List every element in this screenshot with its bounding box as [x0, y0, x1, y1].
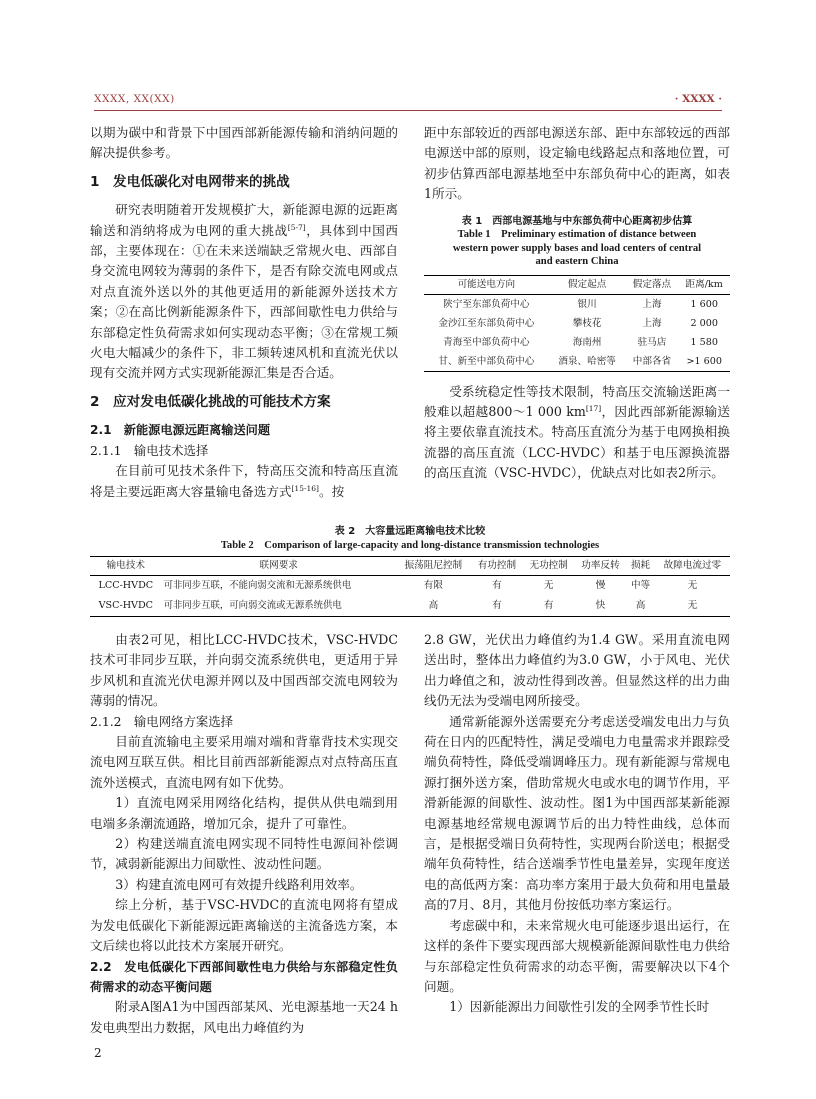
table-header: 假定起点 [549, 275, 626, 294]
table-header: 功率反转 [575, 557, 627, 576]
intro-paragraph: 以期为碳中和背景下中国西部新能源传输和消纳问题的解决提供参考。 [90, 125, 398, 161]
section-2-1-1-paragraph: 在目前可见技术条件下，特高压交流和特高压直流将是主要远距离大容量输电备选方式[15-16]。按 [90, 463, 398, 499]
section-2-1-heading: 2.1 新能源电源远距离输送问题 [90, 423, 271, 438]
table-header: 无功控制 [523, 557, 575, 576]
table-1-caption: 表 1 西部电源基地与中东部负荷中心距离初步估算 Table 1 Preliminary estimation of distance between western power supply bases and load centers of central and eastern China [452, 215, 702, 268]
citation: [17] [585, 403, 602, 413]
table-header: 振荡阻尼控制 [396, 557, 471, 576]
section-1-heading: 1 发电低碳化对电网带来的挑战 [90, 173, 290, 190]
left-paragraph: 目前直流输电主要采用端对端和背靠背技术实现交流电网互联互供。相比目前西部新能源点对点特高压直流外送模式，直流电网有如下优势。 [90, 734, 398, 790]
section-2-2-heading: 2.2 发电低碳化下西部间歇性电力供给与东部稳定性负荷需求的动态平衡问题 [90, 959, 398, 994]
left-paragraph: 由表2可见，相比LCC-HVDC技术，VSC-HVDC技术可非同步互联，并向弱交流系统供电，更适用于异步风机和直流光伏电源并网以及中国西部交流电网较为薄弱的情况。 [90, 632, 398, 709]
left-column-top [90, 123, 398, 502]
table-header: 输电技术 [90, 557, 162, 576]
table-row: 金沙江至东部负荷中心 攀枝花 上海 2 000 [438, 317, 718, 329]
table-2-block [90, 525, 730, 617]
table-header: 损耗 [626, 557, 654, 576]
right-paragraph: 2.8 GW，光伏出力峰值约为1.4 GW。采用直流电网送出时，整体出力峰值约为3.0 GW，小于风电、光伏出力峰值之和，波动性得到改善。但显然这样的出力曲线仍无法为受端电网所接受。 [424, 632, 730, 709]
section-2-1-2-heading: 2.1.2 输电网络方案选择 [90, 713, 234, 729]
section-2-heading: 2 应对发电低碳化挑战的可能技术方案 [90, 393, 331, 410]
right-paragraph: 通常新能源外送需要充分考虑送受端发电出力与负荷在日内的匹配特性，满足受端电力电量需求并跟踪受端负荷特性，降低受端调峰压力。现有新能源与常规电源打捆外送方案，借助常规火电或水电的调节作用，平滑新能源的间歇性、波动性。图1为中国西部某新能源电源基地经常规电源调节后的出力特性曲线，总体而言，是根据受端日负荷特性，实现两台阶送电；根据受端年负荷特性，结合送端季节性电量差异，实现年度送电的高低两方案：高功率方案用于最大负荷和用电量最高的7月、8月，其他月份按低功率方案运行。 [424, 713, 730, 913]
table-row: 陕宁至东部负荷中心 银川 上海 1 600 [443, 298, 718, 310]
journal-name: · XXXX · [674, 93, 722, 105]
right-paragraph: 考虑碳中和，未来常规火电可能逐步退出运行，在这样的条件下要实现西部大规模新能源间歇性电力供给与东部稳定性负荷需求的动态平衡，需要解决以下4个问题。 [424, 917, 730, 994]
table-row: LCC-HVDC 可非同步互联，不能向弱交流和无源系统供电 有限 有 无 慢 中等 无 [98, 580, 698, 591]
right-column-bottom [424, 630, 730, 1018]
section-1-paragraph: 研究表明随着开发规模扩大，新能源电源的远距离输送和消纳将成为电网的重大挑战[5-7]，具体到中国西部，主要体现在：①在未来送端缺乏常规火电、西部自身交流电网较为薄弱的条件下，是否有除交流电网或点对点直流外送以外的其他更适用的新能源外送技术方案；②在高比例新能源条件下，西部间歇性电力供给与东部稳定性负荷需求如何实现动态平衡；③在常规工频火电大幅减少的条件下，非工频转速风机和直流光伏以现有交流并网方式实现新能源汇集是否合适。 [90, 202, 399, 381]
running-header [94, 93, 722, 107]
left-column-bottom [90, 630, 398, 1038]
left-paragraph: 附录A图A1为中国西部某风、光电源基地一天24 h发电典型出力数据，风电出力峰值约为 [90, 999, 398, 1035]
table-header: 故障电流过零 [655, 557, 730, 576]
table-header: 可能送电方向 [424, 275, 549, 294]
table-row: 青海至中部负荷中心 海南州 驻马店 1 580 [443, 336, 718, 348]
list-item: 3）构建直流电网可有效提升线路利用效率。 [115, 876, 363, 892]
table-header: 联网要求 [162, 557, 396, 576]
list-item: 1）直流电网采用网络化结构，提供从供电端到用电端多条潮流通路，增加冗余，提升了可靠性。 [90, 795, 398, 831]
table-header: 假定落点 [626, 275, 679, 294]
right-column-top [424, 123, 730, 484]
table-2 [90, 556, 730, 617]
table-2-caption: 表 2 大容量远距离输电技术比较 Table 2 Comparison of large-capacity and long-distance transmission technologies [220, 526, 600, 551]
list-item: 2）构建送端直流电网实现不同特性电源间补偿调节，减弱新能源出力间歇性、波动性问题。 [90, 836, 398, 872]
left-paragraph: 综上分析，基于VSC-HVDC的直流电网将有望成为发电低碳化下新能源远距离输送的主流备选方案，本文后续也将以此技术方案展开研究。 [90, 897, 398, 954]
table-1 [424, 275, 730, 372]
citation: [5-7] [287, 222, 306, 232]
header-rule [94, 110, 722, 111]
journal-info: XXXX, XX(XX) [94, 93, 175, 105]
page-number: 2 [94, 1046, 102, 1060]
table-header: 距离/km [678, 275, 730, 294]
citation: [15-16] [291, 483, 319, 493]
right-paragraph-1: 距中东部较近的西部电源送东部、距中东部较远的西部电源送中部的原则，设定输电线路起点和落地位置，可初步估算西部电源基地至中东部负荷中心的距离，如表1所示。 [424, 125, 730, 202]
section-2-1-1-heading: 2.1.1 输电技术选择 [90, 442, 209, 458]
table-header: 有功控制 [471, 557, 523, 576]
list-item: 1）因新能源出力间歇性引发的全网季节性长时 [449, 999, 710, 1015]
table-row: 甘、新至中部负荷中心 酒泉、哈密等 中部各省 >1 600 [424, 352, 730, 372]
table-row: VSC-HVDC 可非同步互联，可向弱交流或无源系统供电 高 有 有 快 高 无 [90, 596, 730, 617]
right-paragraph-2: 受系统稳定性等技术限制，特高压交流输送距离一般难以超越800～1 000 km[17]，因此西部新能源输送将主要依靠直流技术。特高压直流分为基于电网换相换流器的高压直流（LCC-HVDC）和基于电压源换流器的高压直流（VSC-HVDC），优缺点对比如表2所示。 [424, 383, 731, 481]
